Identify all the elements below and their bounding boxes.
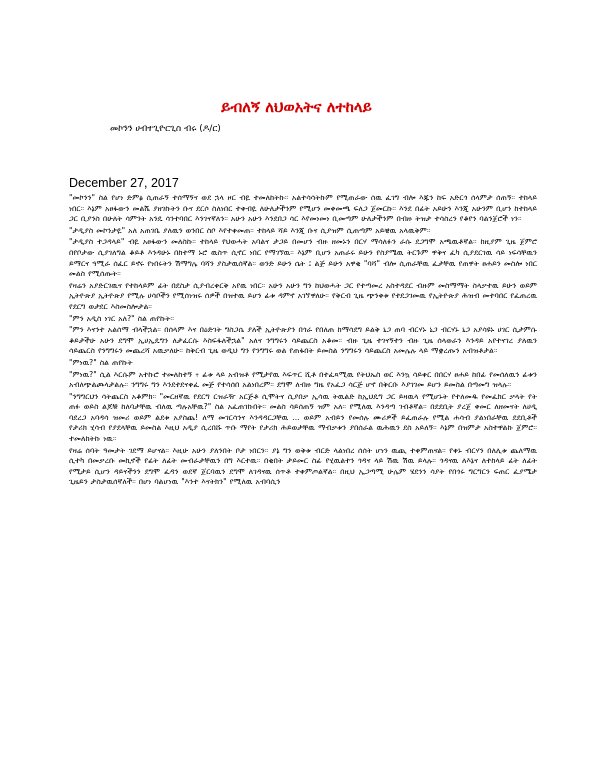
paragraph: "ታዲያስ ተጋዳላይ" ብዬ አፀፋውን መለስኩ። ተከላይ የህወሓት አባልና ታጋይ በመሆን ብዙ ዘመኑን በርሃ ማሳለፉን ራሱ ደጋግሞ አጫዉቶኛል። ከዚያም ጊዜ ጀምሮ በየቦታው ሲያገለግል ቆይቶ እንዳሁኑ በከተማ ኑሮ ዉስጥ ሲኖር ነበር የማገኘዉ። እኔም ቢሆን አጠራሩ ይሁን የስያሜዉ ትርጉም ዋቅና ፈካ ሲያደርገዉ ሳይ ነፍሳቸዉን ይማርና ጓሚራ ሰፈር ይኖሩ የነበሩትን ሽማግሌ ባሻን ያስታዉሰኛል። ወንድ ይሁን ሴት ፤ ልጅ ይሁን አዋቂ "ባሻ" ብሎ ሲጠራቸዉ ፈታቸዉ የጠዋት ፀሐይን መስሎ ነበር መልስ የሚሰጡት።	[69, 237, 537, 279]
paragraph: የዛሬን አያድርገዉና የተከላይም ፊት በደስታ ሲያብረቀርቅ አየዉ ነበር። አሁን አሁን ግን ከህወሓት ጋር የተጣመረ አስተዳደር ብዙም መስማማት ስላቃተዉ ይሁን ወይም ኢትዮጵያ ኢትዮጵያ የሚሉ ሀሳቦችን የሚሰነዝሩ ሰዎች በዝተዉ ይሆን ፊቱ ዳምኖ አገኘዋለሁ። የቅርብ ጊዜ ጭንቀቱ የተደጋገመዉ የኢትዮጵያ ሕዝብ መተባበር የፈጠረዉ የደርግ ወታደር እስመስሎታል።	[69, 280, 537, 311]
paragraph: "ታዲያስ መኮንታዬ" አለ አጠገቤ ያለዉን ወንበር ስቦ እየተቀመጠ። ተከላይ ሻይ እንጂ ቡና ሲያዝም ሲጠጣም አይቼዉ አላዉቅም።	[69, 225, 431, 235]
paragraph: "ንግግርህን ሳትጨርስ አቆምክ። "መርዘኛዉ የደርግ ርዝራዥ አርጅቶ ሲሞትና ሲያበቃ ኢሳዉ ትዉልድ ከኢህዴግ ጋር ይዛዉላ የሚሆኑት የተለመዱ የመፈክር ቃላት የት ጠፉ ወይስ ልጆቹ ከለባታቸዉ ብለዉ ጣሉአቸዉ?" ስል አፈጠገኩበት። መልስ ሳይሰጠኝ ዝም አለ። የሚለዉ እንዳጣ ገብቶኛል። በደደቢት ያረጀ ቀመር ለዘመናት ለሀዲ ባደረጋ አባዳሳ ዝመሪ ወይም ልደቱ አያስጨ! ለማ መገርሳንና እንዳዳርጋቸዉ ... ወይም አብይን የመሰሉ ሙሪዎች ይፈጠራሉ የሚል ሐሳብ ያልነበራቸዉ ደደቢቶች የታሪክ ሂሳብ የያደላቸዉ ይመስል እዚህ አዲያ ሲረበሹ ጥቡ ማየት የታሪክ ሕይወታቸዉ ማብቃቱን ያበሰራል ዉሕዉን ደስ አይለኝ። እኔም በዝምታ አስተዋልኩ ጀምሮ። ተመለከትኩ ነዉ።	[69, 391, 537, 444]
document-date: December 27, 2017	[69, 176, 179, 190]
paragraph: "ምን አዲስ ነገር አለ?" ስል ጠየኩት።	[69, 313, 175, 323]
document-author: መኮንን ሀብተጊዮርጊስ ብሩ (ዶ/ር)	[110, 124, 221, 134]
paragraph: "መኮንን" ስል የሆነ ድምፅ ሲጠራኝ ተሰማኝና ወደ ኋላ ዞር ብዬ ተመለከትኩ። አልተሳሳትኩም የሚጠራው ሰዉ ፈገግ ብሎ እጁን ከፍ አድርጎ ሰላምታ ሰጠኝ። ተከላይ ነበር። እኔም አፀፋውን መልሼ ያዘገኩትን ቡና ደርሶ ስለነበር ተቀብዬ ለሁለታችንም የሚሆን መቀመጫ ፍለጋ ጀመርኩ። እንደ በፊት አይሁን እንጂ አሁንም ቢሆን ከተከላይ ጋር ቢያንስ በሁለት ሳምንት አንዴ ሳንተባበር እንገናኛለን። አሁን አሁን እንደበጋ ሳር እየመነመነ ቢመጣም ሁለታችንም በብዙ ትዝታ ተሳስረን የቆየን ባልንጀሮች ነን።	[69, 193, 537, 224]
paragraph: "ምን እናንተ አልሰማ ብላችኋል። በሰላም እና በዕድገት ግስጋሴ ያለች ኢትዮጵያን በጎራ የበለጠ ከማሳደግ ይልቅ ኒጋ ጠባ ብርሃኑ ኒጋ ብርሃኑ ኒጋ አያሳዩኑ ሀገር ሲታምሱ ቆይታችሁ አሁን ደግሞ ኢሀኢዴግን ለታፈርሱ እስፍፋለችኋል" አለና ንግግሩን ሳይጨርስ አቆመ። ብዙ ጊዜ ተገናኝተን ብዙ ጊዜ ሰላወራን እንዳይ አየተናገረ ያለዉን ሳይጨርስ የንግግሩን መጨረሻ አዉቃለሁ። ከቅርብ ጊዜ ወዲህ ግን የንግግሩ ወል የጠፋበት ይመስል ንግግሩን ሳይጨርስ አመሌሉ ላይ ማቋረጡን አብዝቶታል።	[69, 325, 537, 356]
paragraph: "ምነዉ?" ሲል እርሱም አተኩሮ ተመለከተኝ ፥ ፊቱ ላይ አብዝቶ የሚታየዉ እፍጥር ሺቶ በተፈጻሚዉ የትህኤስ ወር እንኳ ሳይቀር በበርሃ ፀሐይ ከበፊ የመሰለዉን ፊቱን አብለጭልጮላታልሉ። ንግግሩ ግን እንደተደናቀፈ መጅ የተሳሰበ አልነበረም። ደግሞ ለብዙ ግዜ የአፈጋ ሳርጅ ሆኖ በቅርቡ እያገገመ ይሆን ይመስል በጣመግ ዝላሉ።	[69, 369, 537, 390]
paragraph: "ምነዉ?" ስል ጠየኩት	[69, 357, 133, 367]
document-body	[69, 193, 537, 489]
document-title: ይብለኝ ለህወአትና ለተከላይ	[221, 98, 372, 116]
paragraph: የዛሬ ሰባት ዓመታት ገደማ ይሆናል። እዚሁ አሁን ያለንበት ቦታ ነበርን። ያኔ ግን ወቅቱ ብርድ ላልነበረ ሰሰት ሆነን ዉጪ ተቀምጠናል። የቀኑ ብርሃን በለሊቱ ጨለማዉ ሲተካ በመቃረቡ መኪኖች የፊት ለፊት መብራታቸዉን በግ እርተዉ። በቂበት ታይመር ስፊ የሂዉልተን ጎዳና ላይ ሽዉ ሽዉ ይላሉ። ጎዳናዉ ለእኔና ለተከላይ ፊት ለፊት የሚታይ ሲሆን ዳይናችንን ደግሞ ፈዳን ወደኛ ጀርባዉን ደግሞ ለገዳናዉ ሰጥቶ ተቀምጦልኛል። በዚህ ኢጋጣሚ ሁሌም ሄደንን ሳያት የበጎሩ ግርግርን ፍጠር ፈያሜታ ጊዜይን ታስታዉሰኛለች። በሆነ ባልሆነዉ "እንተ እናትክን" የሚለዉ አብባሲን	[69, 445, 537, 487]
